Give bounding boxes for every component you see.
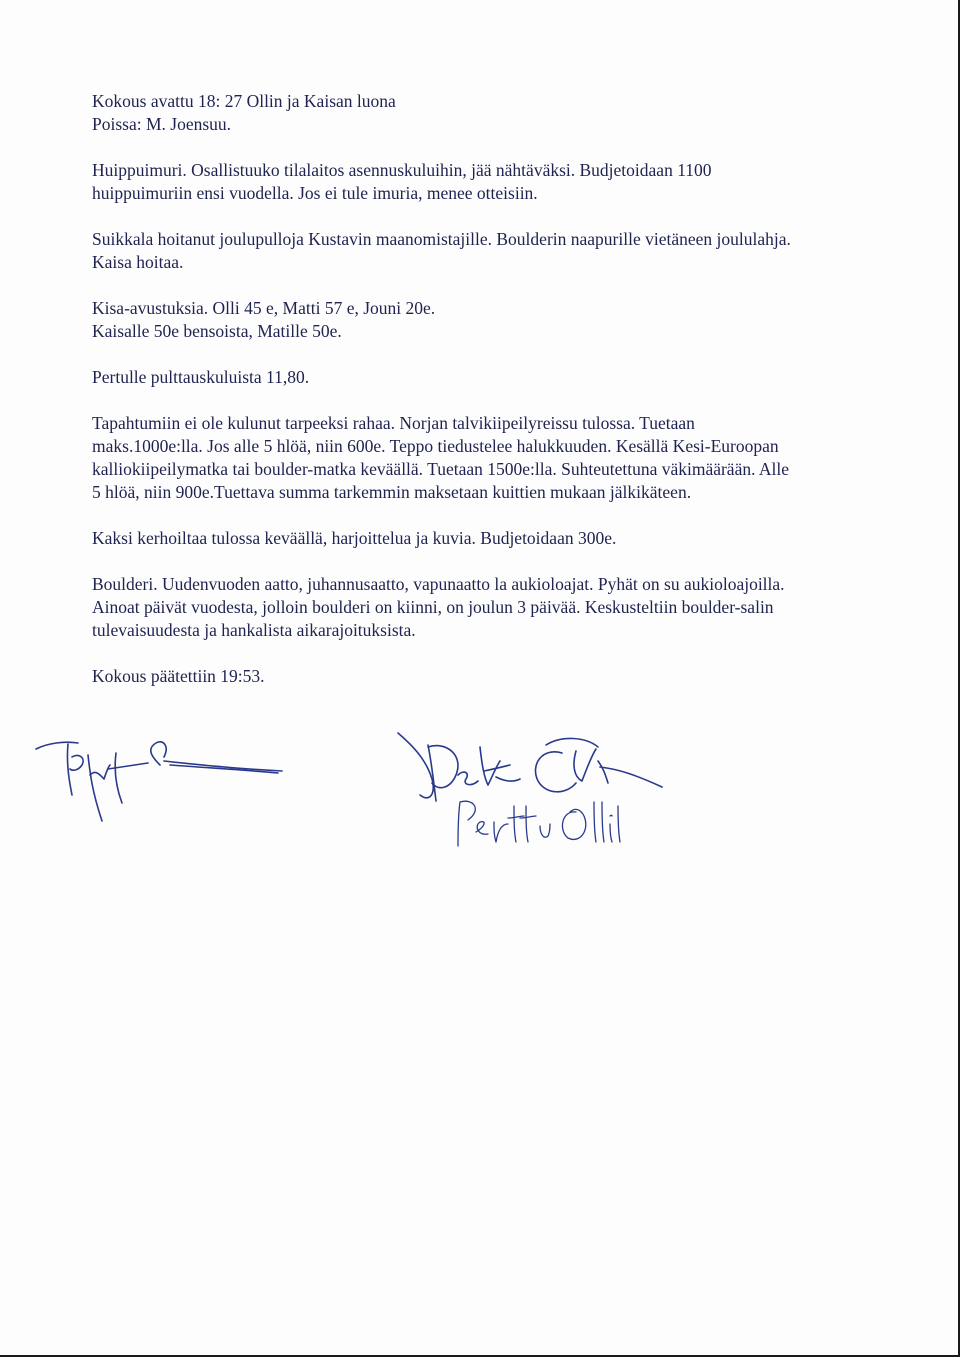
paragraph-bolting-costs (92, 366, 882, 389)
paragraph-opening (92, 90, 882, 136)
text-line: Huippuimuri. Osallistuuko tilalaitos asennuskuluihin, jää nähtäväksi. Budjetoidaan 1100 (92, 160, 712, 180)
text-line: Boulderi. Uudenvuoden aatto, juhannusaatto, vapunaatto la aukioloajat. Pyhät on su aukioloajoilla. (92, 574, 785, 594)
text-line: Kisa-avustuksia. Olli 45 e, Matti 57 e, Jouni 20e. (92, 298, 436, 318)
text-line: Suikkala hoitanut joulupulloja Kustavin maanomistajille. Boulderin naapurille vietäneen joululahja. (92, 229, 791, 249)
text-line: Tapahtumiin ei ole kulunut tarpeeksi rahaa. Norjan talvikiipeilyreissu tulossa. Tuetaan (92, 413, 695, 433)
paragraph-vacuum (92, 159, 882, 205)
text-line: Pertulle pulttauskuluista 11,80. (92, 367, 310, 387)
paragraph-club-evenings (92, 527, 882, 550)
text-line: 5 hlöä, niin 900e.Tuettava summa tarkemmin maksetaan kuittien mukaan jälkikäteen. (92, 482, 692, 502)
text-line: tulevaisuudesta ja hankalista aikarajoituksista. (92, 620, 416, 640)
paragraph-boulder-hours (92, 573, 882, 642)
meeting-minutes (92, 90, 882, 711)
paragraph-closing (92, 665, 882, 688)
paragraph-events (92, 412, 882, 504)
paragraph-christmas (92, 228, 882, 274)
text-line: Ainoat päivät vuodesta, jolloin boulderi on kiinni, on joulun 3 päivää. Keskusteltiin boulder-salin (92, 597, 774, 617)
signature-printed-name (452, 796, 622, 856)
text-line: Kokous päätettiin 19:53. (92, 666, 265, 686)
text-line: huippuimuriin ensi vuodella. Jos ei tule imuria, menee otteisiin. (92, 183, 538, 203)
text-line: Kokous avattu 18: 27 Ollin ja Kaisan luona (92, 91, 396, 111)
text-line: Kaksi kerhoiltaa tulossa keväällä, harjoittelua ja kuvia. Budjetoidaan 300e. (92, 528, 617, 548)
text-line: Kaisalle 50e bensoista, Matille 50e. (92, 321, 342, 341)
text-line: kalliokiipeilymatka tai boulder-matka keväällä. Tuetaan 1500e:lla. Suhteutettuna väkimäärään. Alle (92, 459, 790, 479)
signature-left (30, 735, 290, 830)
text-line: Kaisa hoitaa. (92, 252, 184, 272)
paragraph-competition-grants (92, 297, 882, 343)
text-line: maks.1000e:lla. Jos alle 5 hlöä, niin 600e. Teppo tiedustelee halukkuuden. Kesällä Kesi-Euroopan (92, 436, 779, 456)
text-line: Poissa: M. Joensuu. (92, 114, 232, 134)
